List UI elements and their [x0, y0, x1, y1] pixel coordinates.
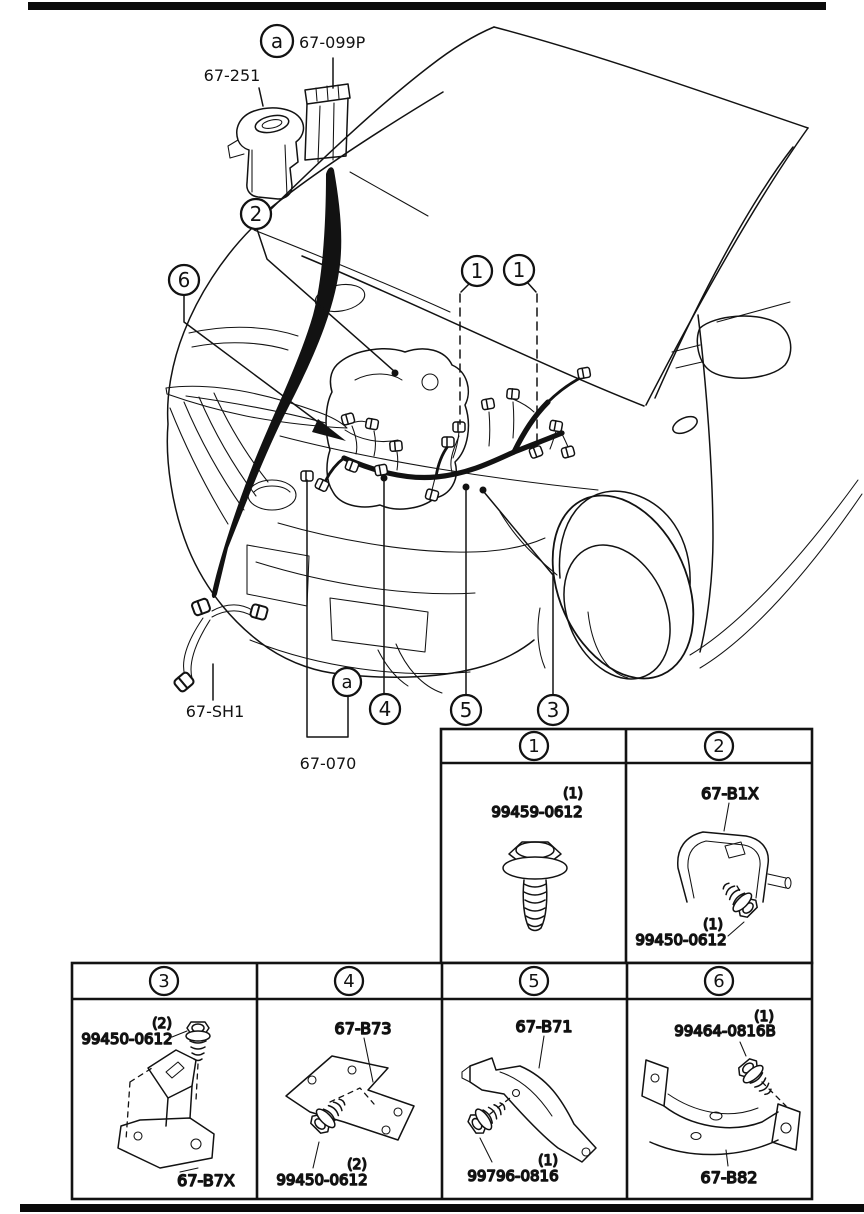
label-67-070: 67-070 [299, 754, 357, 773]
callout-5-label: 5 [459, 698, 473, 722]
parts-table [72, 729, 812, 1199]
cell4-bracket-label: 67-B73 [334, 1019, 392, 1038]
cell4-qty: (2) [347, 1157, 367, 1173]
cell2-qty: (1) [703, 917, 723, 933]
cell6-qty: (1) [754, 1009, 774, 1025]
cell3-bracket-label: 67-B7X [177, 1171, 235, 1190]
cell5-qty: (1) [538, 1153, 558, 1169]
callout-4-label: 4 [378, 697, 392, 721]
cell1-qty: (1) [563, 786, 583, 802]
callout-2-label: 2 [249, 202, 263, 226]
pigtail-67sh1 [173, 598, 268, 693]
label-67-SH1: 67-SH1 [185, 702, 245, 721]
header-ref-4: 4 [343, 971, 355, 992]
callout-1b-label: 1 [512, 258, 526, 282]
cell4-part-no: 99450-0612 [276, 1171, 368, 1189]
callout-a-top-label: a [270, 29, 284, 53]
part-67099p-drawing [305, 84, 350, 162]
cell5-part-no: 99796-0816 [467, 1167, 559, 1185]
cell5-bracket-label: 67-B71 [515, 1017, 573, 1036]
part-67251-drawing [228, 108, 303, 199]
label-67-099P: 67-099P [299, 33, 366, 52]
harness-routing-stroke [212, 167, 341, 598]
header-ref-1: 1 [528, 736, 540, 757]
cell3-part-no: 99450-0612 [81, 1030, 173, 1048]
header-ref-5: 5 [528, 971, 540, 992]
header-ref-6: 6 [713, 971, 725, 992]
page-bottom-border [20, 1204, 864, 1212]
cell2-bracket-label: 67-B1X [701, 784, 759, 803]
cell1-part-no: 99459-0612 [491, 803, 583, 821]
cell6-part-no: 99464-0816B [674, 1022, 776, 1040]
engine-harness [301, 367, 591, 501]
callout-1a-label: 1 [470, 259, 484, 283]
callout-a-lower-label: a [341, 672, 353, 693]
callout-3-label: 3 [546, 698, 560, 722]
cell6-bracket-label: 67-B82 [700, 1168, 758, 1187]
cell3-qty: (2) [152, 1016, 172, 1032]
header-ref-2: 2 [713, 736, 725, 757]
header-ref-3: 3 [158, 971, 170, 992]
cell2-part-no: 99450-0612 [635, 931, 727, 949]
callout-6-label: 6 [177, 268, 191, 292]
label-67-251: 67-251 [203, 66, 261, 85]
page-top-border [28, 2, 826, 10]
callout-leaders [184, 58, 553, 737]
